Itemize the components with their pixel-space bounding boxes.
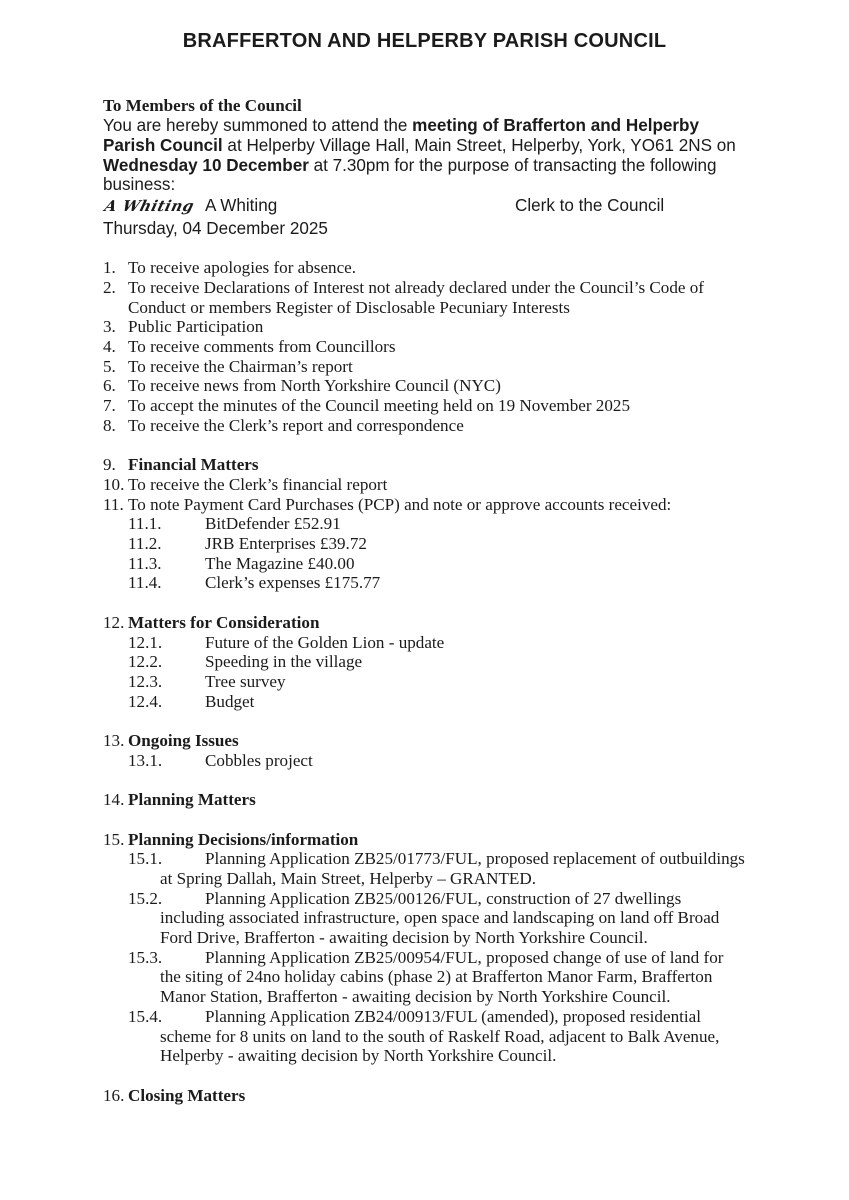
item-text: To receive Declarations of Interest not already declared under the Council’s Code of Conduct or members Register of Disclosable Pecuniary Interests <box>128 277 704 317</box>
item-number: 11. <box>103 494 124 514</box>
item-text: Public Participation <box>128 317 264 337</box>
item-number: 10. <box>103 474 125 494</box>
item-number: 3. <box>103 317 116 337</box>
agenda-item <box>103 396 746 416</box>
item-text: Planning Application ZB25/00126/FUL, construction of 27 dwellings including associated infrastructure, open space and landscaping on land off Broad Ford Drive, Brafferton - awaiting decision by North Yorkshire Council. <box>160 888 720 948</box>
item-text: Speeding in the village <box>205 652 363 672</box>
item-text: BitDefender £52.91 <box>205 514 341 534</box>
item-number: 16. <box>103 1085 125 1105</box>
item-number: 12. <box>103 612 125 632</box>
item-text: Planning Matters <box>128 790 256 810</box>
item-number: 12.4. <box>128 691 163 711</box>
intro-segment: at Helperby Village Hall, Main Street, Helperby, York, YO61 2NS on <box>222 135 736 155</box>
agenda-subitem <box>103 554 746 574</box>
item-number: 13. <box>103 731 125 751</box>
item-text: To receive comments from Councillors <box>128 337 396 356</box>
item-number: 4. <box>103 337 116 356</box>
item-number: 11.3. <box>128 553 162 573</box>
item-text: Planning Application ZB24/00913/FUL (amended), proposed residential scheme for 8 units on land to the south of Raskelf Road, adjacent to Balk Avenue, Helperby - awaiting decision by North Yorkshire Council. <box>160 1006 720 1066</box>
item-text: To receive the Clerk’s financial report <box>128 474 388 494</box>
agenda-group <box>103 258 746 435</box>
item-number: 5. <box>103 356 116 376</box>
agenda-item <box>103 495 746 515</box>
agenda-subitem <box>103 652 746 672</box>
agenda-list <box>103 258 746 1105</box>
item-number: 15.2. <box>128 888 163 908</box>
signature-row <box>103 195 746 218</box>
intro-segment: business: <box>103 175 176 195</box>
item-number: 15.3. <box>128 947 163 967</box>
document-content <box>103 96 746 1105</box>
item-number: 11.2. <box>128 534 162 554</box>
agenda-item <box>103 278 746 317</box>
item-text: Closing Matters <box>128 1085 246 1105</box>
agenda-group <box>103 1086 746 1106</box>
intro-segment: You are hereby summoned to attend the <box>103 116 413 135</box>
agenda-item <box>103 357 746 377</box>
agenda-item <box>103 258 746 278</box>
item-text: To receive the Clerk’s report and correspondence <box>128 415 464 435</box>
item-text: Planning Application ZB25/01773/FUL, proposed replacement of outbuildings at Spring Dallah, Main Street, Helperby – GRANTED. <box>160 849 745 888</box>
agenda-group <box>103 830 746 1066</box>
agenda-item <box>103 455 746 475</box>
agenda-group <box>103 613 746 712</box>
agenda-group <box>103 790 746 810</box>
agenda-item <box>103 475 746 495</box>
item-text: To receive apologies for absence. <box>128 258 357 278</box>
agenda-subitem <box>103 692 746 712</box>
clerk-role-label: Clerk to the Council <box>515 196 665 216</box>
agenda-subitem <box>103 633 746 653</box>
item-text: To receive the Chairman’s report <box>128 356 353 376</box>
intro-bold-segment: meeting of Brafferton and Helperby <box>412 116 700 135</box>
item-number: 15. <box>103 829 125 849</box>
item-number: 7. <box>103 396 116 416</box>
item-number: 9. <box>103 455 116 475</box>
item-text: Planning Application ZB25/00954/FUL, proposed change of use of land for the siting of 24no holiday cabins (phase 2) at Brafferton Manor Farm, Brafferton Manor Station, Brafferton - awaiting decision by North Yorkshire Council. <box>160 947 724 1007</box>
item-text: To note Payment Card Purchases (PCP) and note or approve accounts received: <box>128 494 672 514</box>
agenda-item <box>103 416 746 436</box>
item-text: Clerk’s expenses £175.77 <box>205 573 381 593</box>
item-number: 15.1. <box>128 849 163 869</box>
item-number: 1. <box>103 258 116 278</box>
agenda-item <box>103 317 746 337</box>
agenda-subitem <box>103 573 746 593</box>
item-number: 13.1. <box>128 750 163 770</box>
item-number: 11.1. <box>128 514 162 534</box>
item-text: Future of the Golden Lion - update <box>205 632 445 652</box>
item-number: 15.4. <box>128 1006 163 1026</box>
intro-bold-segment: Wednesday 10 December <box>103 155 309 175</box>
intro-bold-segment: Parish Council <box>103 135 223 155</box>
item-number: 6. <box>103 376 116 396</box>
agenda-subitem <box>103 948 746 1007</box>
item-number: 12.1. <box>128 632 163 652</box>
page-title: BRAFFERTON AND HELPERBY PARISH COUNCIL <box>182 30 667 52</box>
agenda-subitem <box>103 534 746 554</box>
agenda-subitem <box>103 849 746 888</box>
item-text: JRB Enterprises £39.72 <box>205 534 367 554</box>
agenda-item <box>103 731 746 751</box>
agenda-subitem <box>103 514 746 534</box>
item-number: 8. <box>103 415 116 435</box>
item-text: Cobbles project <box>205 750 313 770</box>
agenda-subitem <box>103 889 746 948</box>
item-number: 14. <box>103 790 125 810</box>
signatory-name: A Whiting <box>205 196 278 216</box>
agenda-item <box>103 337 746 357</box>
agenda-group <box>103 455 746 593</box>
intro-segment: at 7.30pm for the purpose of transacting the following <box>308 155 717 175</box>
item-text: Planning Decisions/information <box>128 829 359 849</box>
agenda-item <box>103 830 746 850</box>
item-number: 12.3. <box>128 671 163 691</box>
signature-script: A Whiting <box>102 197 197 216</box>
item-text: Ongoing Issues <box>128 731 239 751</box>
agenda-item <box>103 1086 746 1106</box>
agenda-group <box>103 731 746 770</box>
agenda-item <box>103 613 746 633</box>
agenda-subitem <box>103 751 746 771</box>
intro-paragraph <box>103 116 783 195</box>
salutation: To Members of the Council <box>103 96 302 115</box>
item-text: Tree survey <box>205 671 286 691</box>
item-text: Financial Matters <box>128 455 259 475</box>
item-number: 12.2. <box>128 652 163 672</box>
agenda-item <box>103 376 746 396</box>
item-number: 2. <box>103 277 116 297</box>
item-text: Matters for Consideration <box>128 612 320 632</box>
agenda-subitem <box>103 1007 746 1066</box>
item-text: To accept the minutes of the Council meeting held on 19 November 2025 <box>128 396 630 416</box>
date-line: Thursday, 04 December 2025 <box>103 219 328 239</box>
item-number: 11.4. <box>128 573 162 593</box>
agenda-subitem <box>103 672 746 692</box>
item-text: Budget <box>205 691 255 711</box>
item-text: The Magazine £40.00 <box>205 553 355 573</box>
agenda-item <box>103 790 746 810</box>
item-text: To receive news from North Yorkshire Council (NYC) <box>128 376 501 396</box>
